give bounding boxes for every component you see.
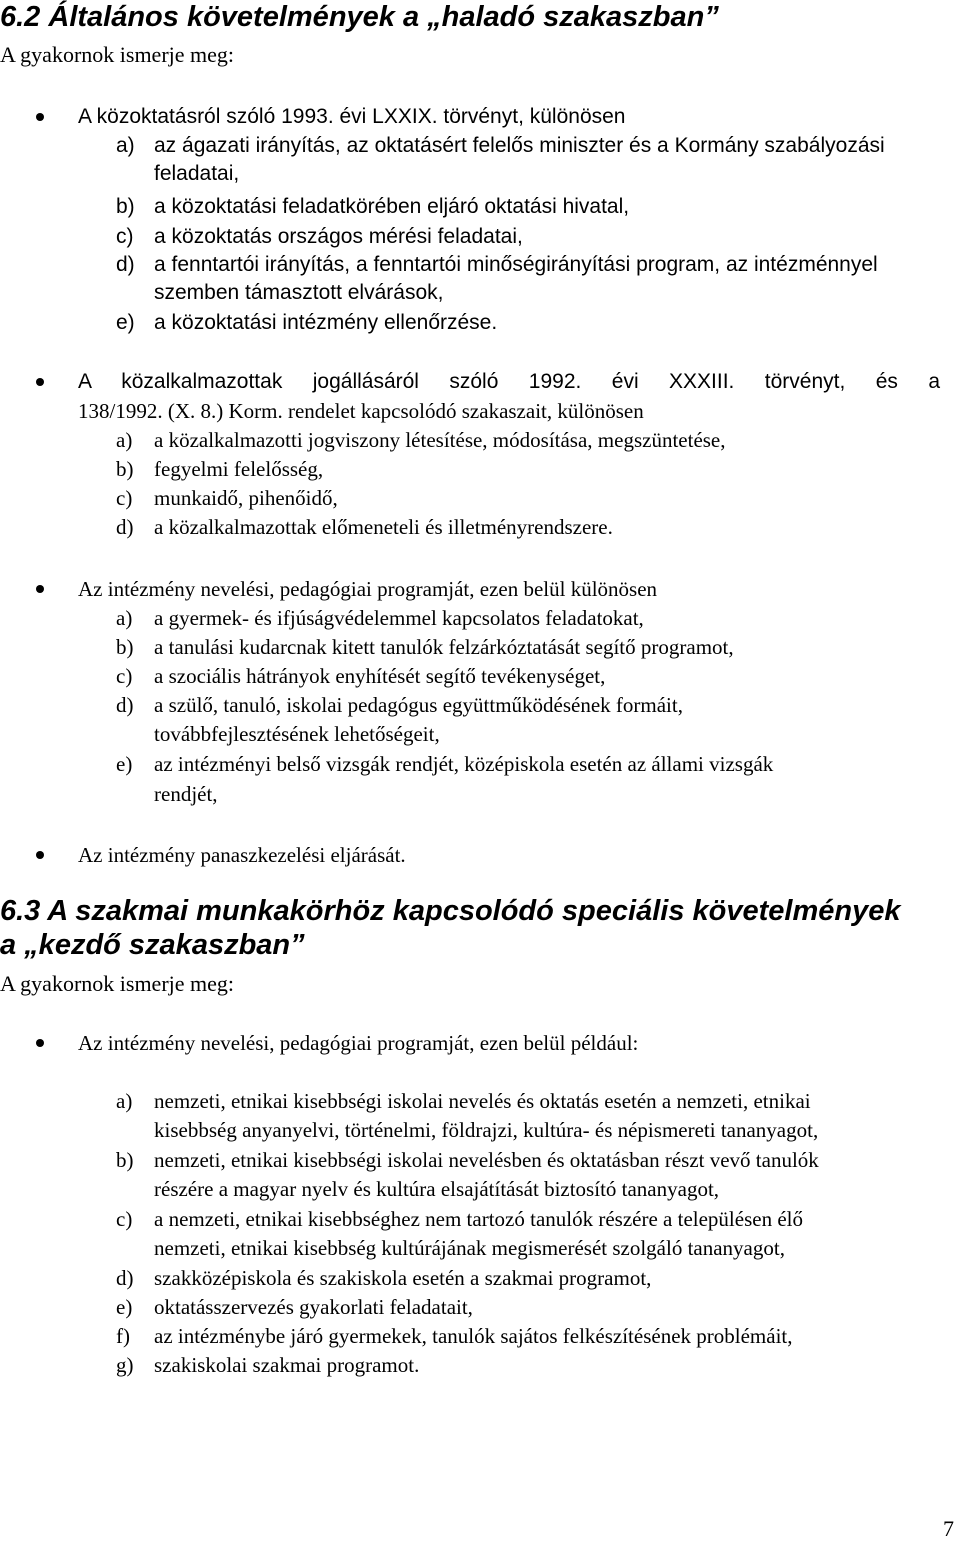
list-item-line: a közoktatási feladatkörében eljáró oktatási hivatal, xyxy=(154,195,630,218)
list-marker: d) xyxy=(116,1266,134,1290)
list-item-line: a szülő, tanuló, iskolai pedagógus együttműködésének formáit, xyxy=(154,693,683,717)
bullet-marker xyxy=(36,1039,44,1047)
list-item-line: fegyelmi felelősség, xyxy=(154,457,324,481)
list-marker: a) xyxy=(116,134,135,157)
list-item-line: a közalkalmazotti jogviszony létesítése, módosítása, megszüntetése, xyxy=(154,428,726,452)
list-marker: e) xyxy=(116,1295,133,1319)
list-marker: a) xyxy=(116,428,133,452)
list-item-line: feladatai, xyxy=(154,162,240,185)
list-item-line: kisebbség anyanyelvi, történelmi, földrajzi, kultúra- és népismereti tananyagot, xyxy=(154,1118,819,1142)
list-marker: b) xyxy=(116,195,135,218)
list-marker: e) xyxy=(116,311,135,334)
list-marker: c) xyxy=(116,664,133,688)
list-marker: d) xyxy=(116,515,134,539)
list-item-line: a közalkalmazottak előmeneteli és illetményrendszere. xyxy=(154,515,613,539)
list-item-line: a közoktatás országos mérési feladatai, xyxy=(154,225,523,248)
list-marker: b) xyxy=(116,635,134,659)
list-marker: d) xyxy=(116,253,135,276)
section-heading-6-3: 6.3 A szakmai munkakörhöz kapcsolódó speciális követelmények xyxy=(0,895,901,927)
list-marker: a) xyxy=(116,1089,133,1113)
list-item-line: a nemzeti, etnikai kisebbséghez nem tartozó tanulók részére a településen élő xyxy=(154,1207,803,1231)
list-marker: b) xyxy=(116,457,134,481)
list-item-line: rendjét, xyxy=(154,782,218,806)
bullet-marker xyxy=(36,378,44,386)
list-item-line: nemzeti, etnikai kisebbségi iskolai nevelés és oktatás esetén a nemzeti, etnikai xyxy=(154,1089,811,1113)
bullet-lead: 138/1992. (X. 8.) Korm. rendelet kapcsolódó szakaszait, különösen xyxy=(78,399,644,423)
list-item-line: szakiskolai szakmai programot. xyxy=(154,1353,420,1377)
section-heading-6-3-cont: a „kezdő szakaszban” xyxy=(0,929,305,961)
section-heading-6-2: 6.2 Általános követelmények a „haladó szakaszban” xyxy=(0,1,719,33)
list-item-line: továbbfejlesztésének lehetőségeit, xyxy=(154,722,440,746)
list-item-line: a szociális hátrányok enyhítését segítő tevékenységet, xyxy=(154,664,606,688)
bullet-lead: A közalkalmazottak jogállásáról szóló 1992. évi XXXIII. törvényt, és a xyxy=(78,370,940,393)
list-item-line: az intézményi belső vizsgák rendjét, középiskola esetén az állami vizsgák xyxy=(154,752,774,776)
bullet-lead: Az intézmény panaszkezelési eljárását. xyxy=(78,843,406,867)
list-marker: d) xyxy=(116,693,134,717)
list-item-line: a fenntartói irányítás, a fenntartói minőségirányítási program, az intézménnyel xyxy=(154,253,878,276)
list-marker: f) xyxy=(116,1324,130,1348)
list-item-line: szakközépiskola és szakiskola esetén a szakmai programot, xyxy=(154,1266,652,1290)
list-item-line: a gyermek- és ifjúságvédelemmel kapcsolatos feladatokat, xyxy=(154,606,644,630)
list-item-line: az intézménybe járó gyermekek, tanulók sajátos felkészítésének problémáit, xyxy=(154,1324,793,1348)
list-marker: e) xyxy=(116,752,133,776)
bullet-lead: A közoktatásról szóló 1993. évi LXXIX. törvényt, különösen xyxy=(78,105,626,128)
bullet-marker xyxy=(36,585,44,593)
list-item-line: oktatásszervezés gyakorlati feladatait, xyxy=(154,1295,473,1319)
list-item-line: az ágazati irányítás, az oktatásért felelős miniszter és a Kormány szabályozási xyxy=(154,134,885,157)
list-item-line: a közoktatási intézmény ellenőrzése. xyxy=(154,311,498,334)
list-item-line: nemzeti, etnikai kisebbségi iskolai nevelésben és oktatásban részt vevő tanulók xyxy=(154,1148,819,1172)
list-marker: c) xyxy=(116,225,134,248)
list-marker: c) xyxy=(116,486,133,510)
list-marker: b) xyxy=(116,1148,134,1172)
list-marker: a) xyxy=(116,606,133,630)
list-item-line: szemben támasztott elvárások, xyxy=(154,281,444,304)
list-item-line: a tanulási kudarcnak kitett tanulók felzárkóztatását segítő programot, xyxy=(154,635,734,659)
list-item-line: részére a magyar nyelv és kultúra elsajátítását biztosító tananyagot, xyxy=(154,1177,720,1201)
intro-text: A gyakornok ismerje meg: xyxy=(0,971,235,996)
bullet-marker xyxy=(36,851,44,859)
bullet-marker xyxy=(36,113,44,121)
intro-text: A gyakornok ismerje meg: xyxy=(0,42,235,67)
list-marker: c) xyxy=(116,1207,133,1231)
bullet-lead: Az intézmény nevelési, pedagógiai programját, ezen belül például: xyxy=(78,1031,639,1055)
bullet-lead: Az intézmény nevelési, pedagógiai programját, ezen belül különösen xyxy=(78,577,658,601)
page-number: 7 xyxy=(943,1516,954,1541)
list-marker: g) xyxy=(116,1353,134,1377)
list-item-line: nemzeti, etnikai kisebbség kultúrájának megismerését szolgáló tananyagot, xyxy=(154,1236,785,1260)
list-item-line: munkaidő, pihenőidő, xyxy=(154,486,338,510)
